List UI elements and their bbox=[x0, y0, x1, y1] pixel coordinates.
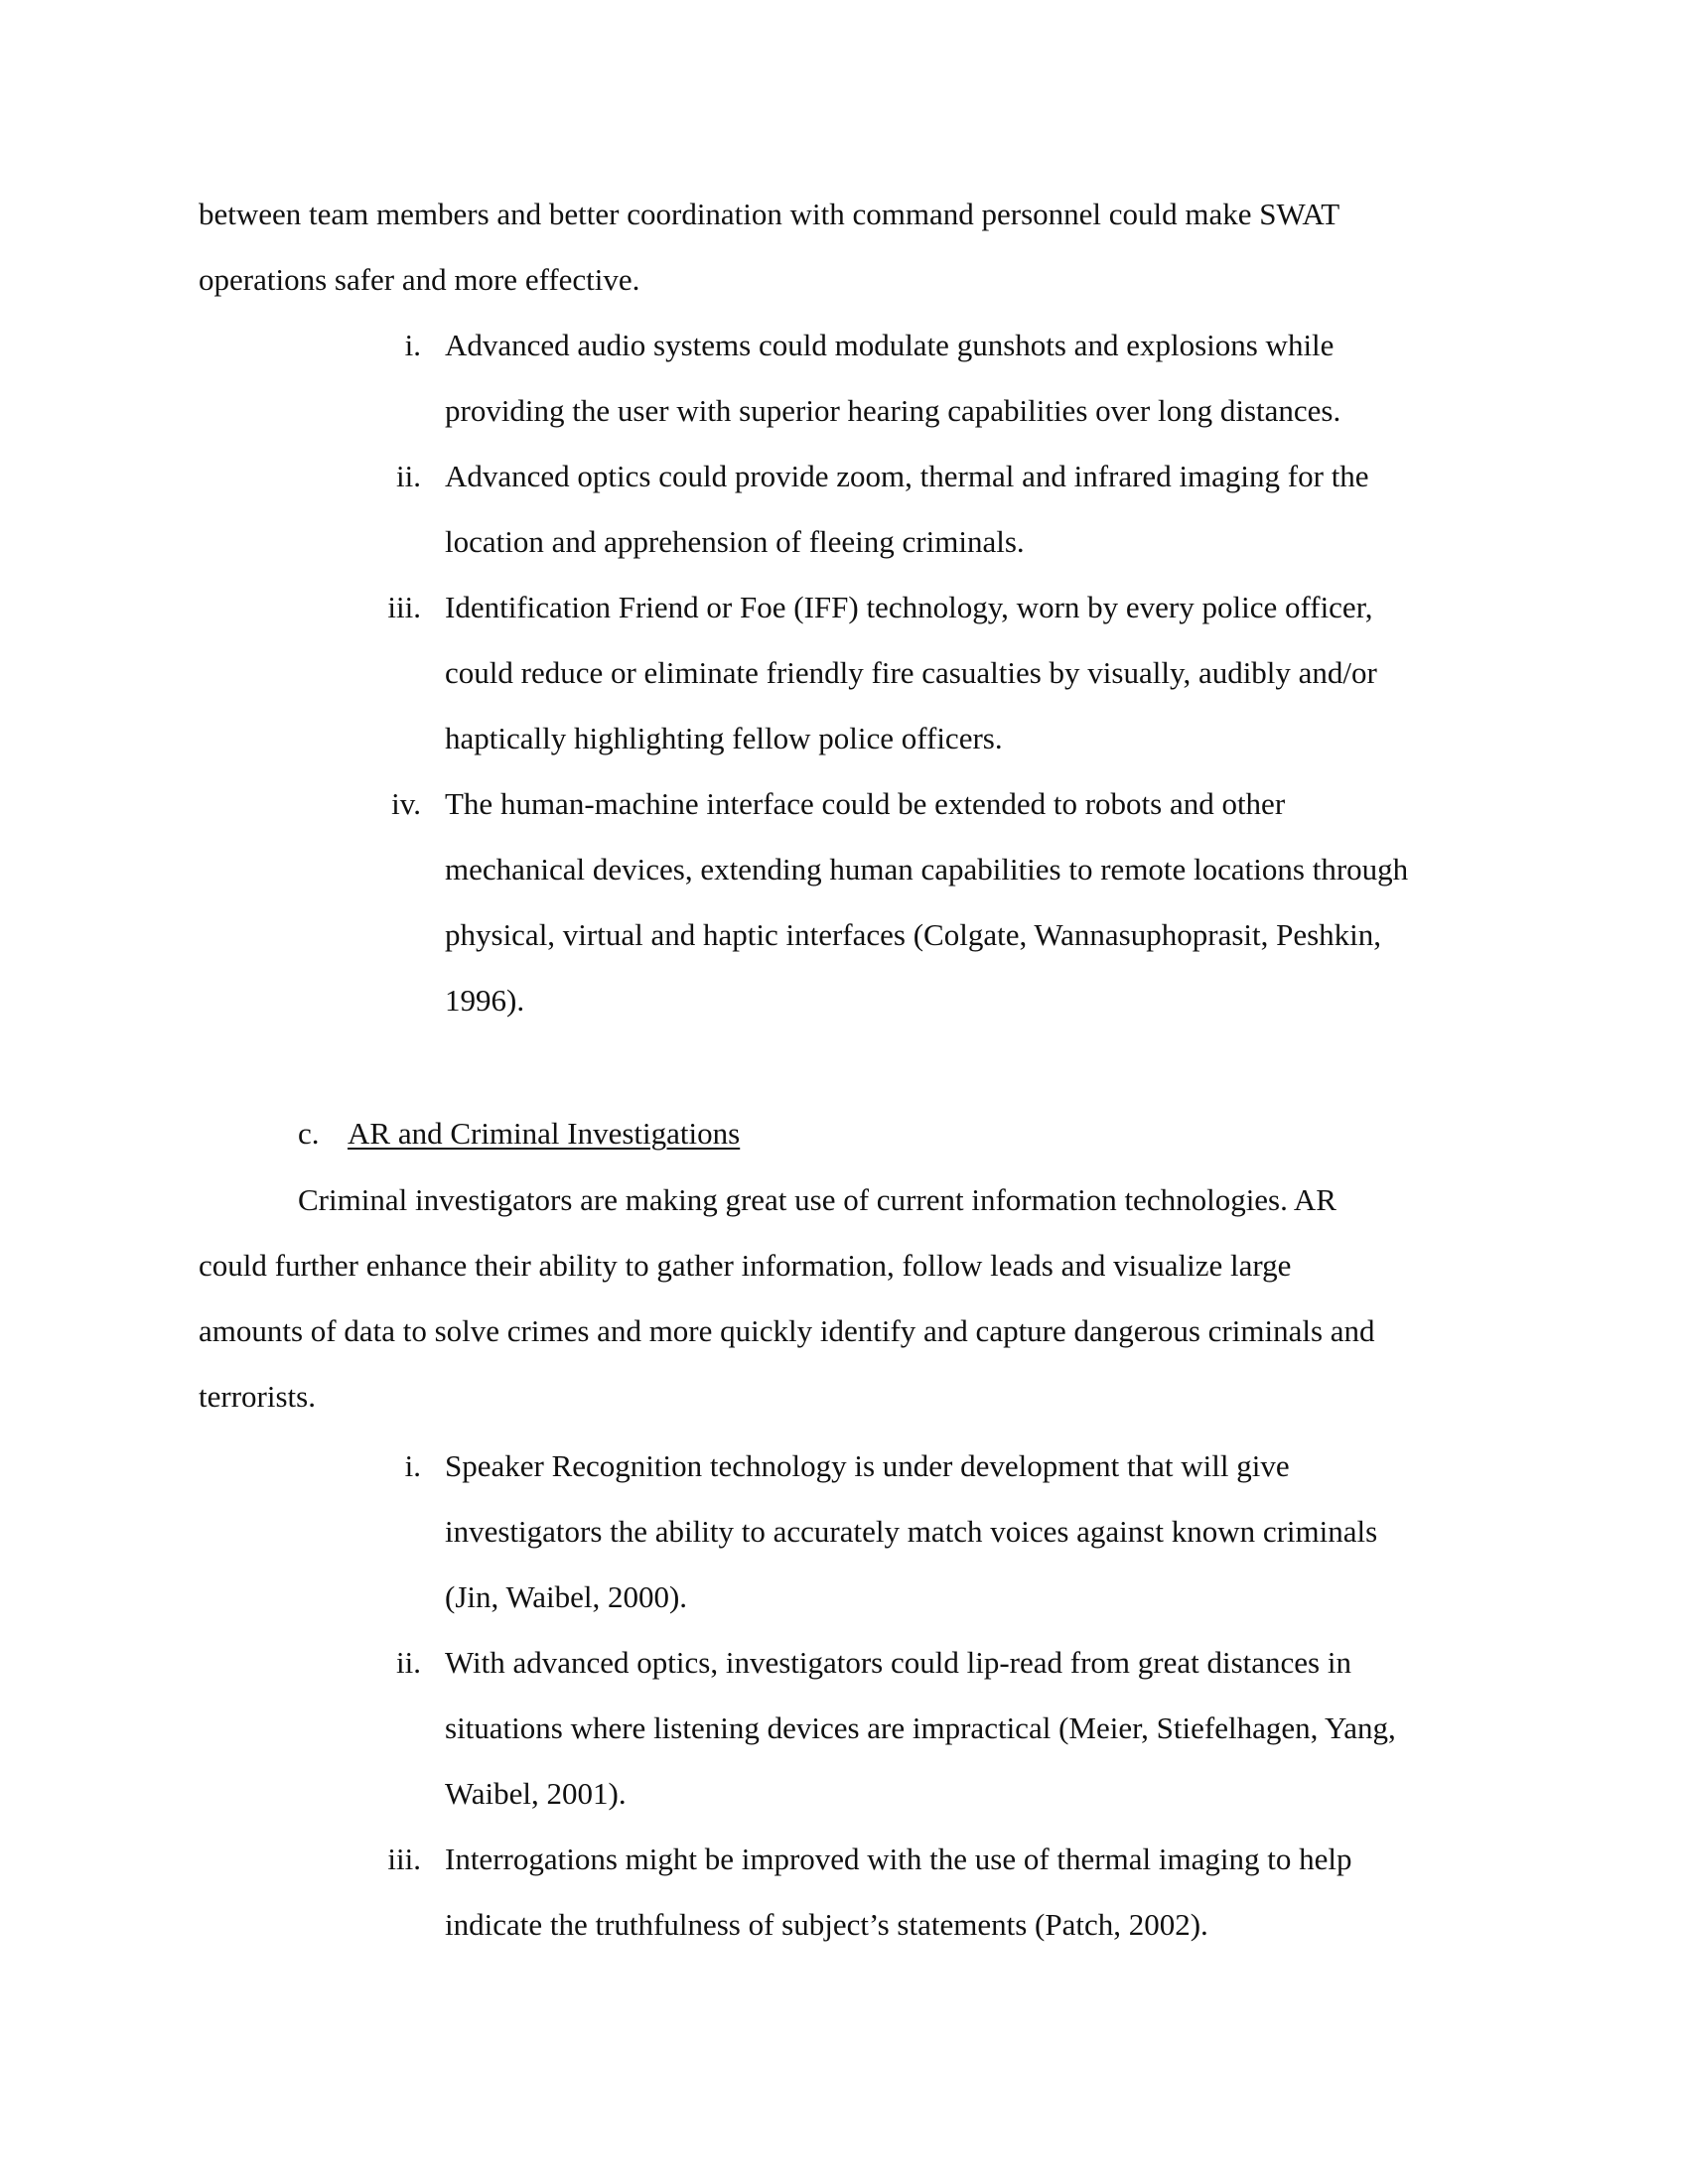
list-item-line: providing the user with superior hearing capabilities over long distances. bbox=[445, 393, 1341, 428]
list-item bbox=[0, 1827, 1688, 1958]
section-heading bbox=[298, 1101, 740, 1166]
list-item-line: Interrogations might be improved with the use of thermal imaging to help bbox=[445, 1842, 1352, 1876]
list-item bbox=[0, 313, 1688, 444]
list-item-line: location and apprehension of fleeing criminals. bbox=[445, 524, 1025, 559]
list-item-line: could reduce or eliminate friendly fire casualties by visually, audibly and/or bbox=[445, 655, 1377, 690]
paragraph-line: between team members and better coordination with command personnel could make SWAT bbox=[199, 197, 1340, 231]
criminal-investigations-paragraph bbox=[199, 1167, 1489, 1430]
list-item-number: iii. bbox=[387, 1842, 421, 1876]
list-item bbox=[0, 1433, 1688, 1630]
list-item-line: Advanced optics could provide zoom, thermal and infrared imaging for the bbox=[445, 459, 1369, 493]
list-item-line: mechanical devices, extending human capabilities to remote locations through bbox=[445, 852, 1409, 887]
list-item-number: iii. bbox=[387, 590, 421, 624]
list-item-line: Identification Friend or Foe (IFF) technology, worn by every police officer, bbox=[445, 590, 1373, 624]
list-item-line: With advanced optics, investigators could lip-read from great distances in bbox=[445, 1645, 1351, 1680]
list-item-number: ii. bbox=[396, 459, 421, 493]
list-item-number: i. bbox=[404, 328, 421, 362]
paragraph-line: terrorists. bbox=[199, 1379, 316, 1414]
swat-benefits-list bbox=[0, 313, 1688, 1033]
list-item-line: haptically highlighting fellow police officers. bbox=[445, 721, 1003, 755]
list-item-line: Speaker Recognition technology is under development that will give bbox=[445, 1448, 1290, 1483]
investigation-applications-list bbox=[0, 1433, 1688, 1958]
section-letter: c. bbox=[298, 1116, 320, 1151]
list-item-line: physical, virtual and haptic interfaces (Colgate, Wannasuphoprasit, Peshkin, bbox=[445, 917, 1382, 952]
list-item-line: 1996). bbox=[445, 983, 525, 1018]
list-item-number: i. bbox=[404, 1448, 421, 1483]
list-item bbox=[0, 444, 1688, 575]
paragraph-line: amounts of data to solve crimes and more quickly identify and capture dangerous criminals and bbox=[199, 1313, 1375, 1348]
list-item-line: The human-machine interface could be extended to robots and other bbox=[445, 786, 1286, 821]
list-item bbox=[0, 771, 1688, 1033]
section-title: AR and Criminal Investigations bbox=[348, 1116, 741, 1151]
list-item-line: situations where listening devices are impractical (Meier, Stiefelhagen, Yang, bbox=[445, 1710, 1396, 1745]
paragraph-line: could further enhance their ability to gather information, follow leads and visualize large bbox=[199, 1248, 1292, 1283]
list-item-line: Waibel, 2001). bbox=[445, 1776, 627, 1811]
list-item-number: iv. bbox=[391, 786, 421, 821]
paragraph-line: Criminal investigators are making great use of current information technologies. AR bbox=[298, 1182, 1336, 1217]
list-item-line: Advanced audio systems could modulate gunshots and explosions while bbox=[445, 328, 1335, 362]
list-item-line: (Jin, Waibel, 2000). bbox=[445, 1579, 688, 1614]
paragraph-line: operations safer and more effective. bbox=[199, 262, 640, 297]
intro-paragraph bbox=[199, 182, 1489, 313]
list-item-line: indicate the truthfulness of subject’s statements (Patch, 2002). bbox=[445, 1907, 1208, 1942]
list-item-number: ii. bbox=[396, 1645, 421, 1680]
list-item-line: investigators the ability to accurately match voices against known criminals bbox=[445, 1514, 1378, 1549]
list-item bbox=[0, 575, 1688, 771]
list-item bbox=[0, 1630, 1688, 1827]
